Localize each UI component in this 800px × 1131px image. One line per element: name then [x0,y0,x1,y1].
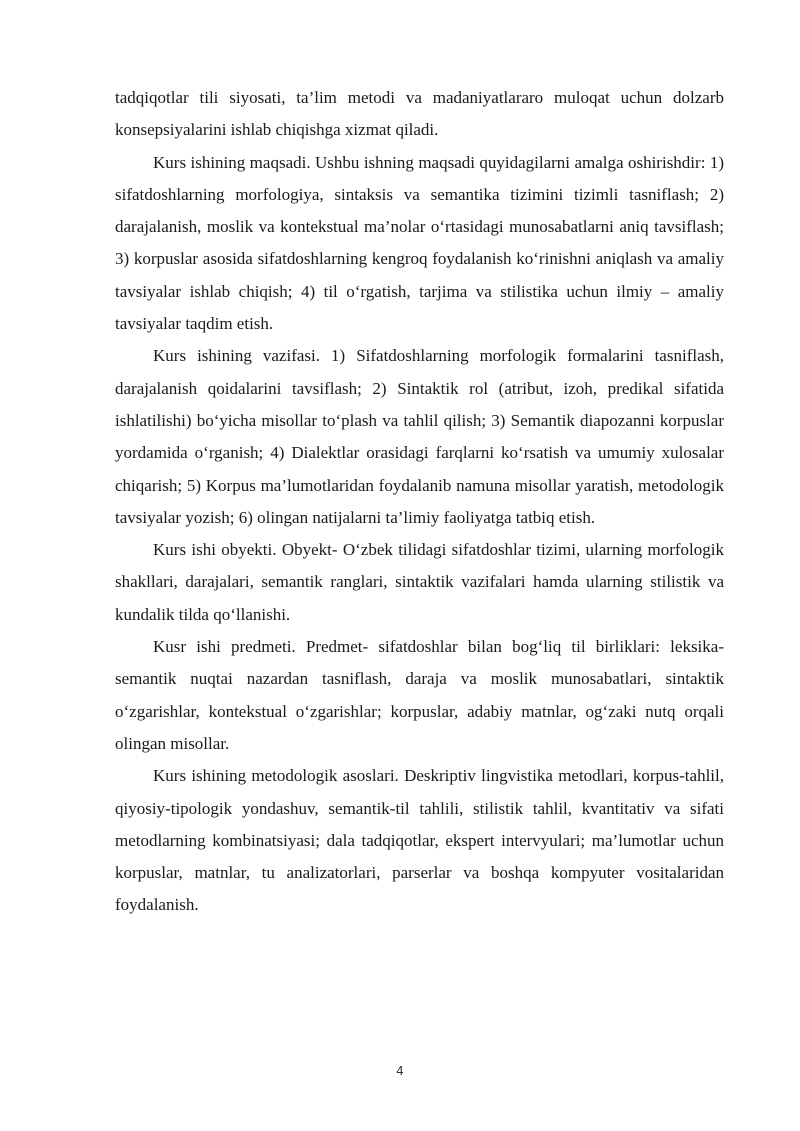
paragraph-course-subject: Kusr ishi predmeti. Predmet- sifatdoshlar bilan bog‘liq til birliklari: leksika-semantik nuqtai nazardan tasniflash, daraja va moslik munosabatlari, sintaktik o‘zgarishlar, kontekstual o‘zgarishlar; korpuslar, adabiy matnlar, og‘zaki nutq orqali olingan misollar. [115,637,724,753]
paragraph-course-goal: Kurs ishining maqsadi. Ushbu ishning maqsadi quyidagilarni amalga oshirishdir: 1) sifatdoshlarning morfologiya, sintaksis va semantika tizimini tizimli tasniflash; 2) darajalanish, moslik va kontekstual ma’nolar o‘rtasidagi munosabatlarni aniq tavsiflash; 3) korpuslar asosida sifatdoshlarning kengroq foydalanish ko‘rinishni aniqlash va amaliy tavsiyalar ishlab chiqish; 4) til o‘rgatish, tarjima va stilistika uchun ilmiy – amaliy tavsiyalar taqdim etish. [115,152,724,334]
paragraph-course-object: Kurs ishi obyekti. Obyekt- O‘zbek tilidagi sifatdoshlar tizimi, ularning morfologik shakllari, darajalari, semantik ranglari, sintaktik vazifalari hamda ularning stilistik va kundalik tilda qo‘llanishi. [115,540,724,624]
paragraph-continuation: tadqiqotlar tili siyosati, ta’lim metodi va madaniyatlararo muloqat uchun dolzarb konsepsiyalarini ishlab chiqishga xizmat qiladi. [115,88,724,140]
page-number: 4 [396,1064,404,1078]
body-text [115,82,724,922]
paragraph-course-tasks: Kurs ishining vazifasi. 1) Sifatdoshlarning morfologik formalarini tasniflash, darajalanish qoidalarini tavsiflash; 2) Sintaktik rol (atribut, izoh, predikal sifatida ishlatilishi) bo‘yicha misollar to‘plash va tahlil qilish; 3) Semantik diapozanni korpuslar yordamida o‘rganish; 4) Dialektlar orasidagi farqlarni ko‘rsatish va umumiy xulosalar chiqarish; 5) Korpus ma’lumotlaridan foydalanib namuna misollar yaratish, metodologik tavsiyalar yozish; 6) olingan natijalarni ta’limiy faoliyatga tatbiq etish. [115,346,724,527]
paragraph-methodology: Kurs ishining metodologik asoslari. Deskriptiv lingvistika metodlari, korpus-tahlil, qiyosiy-tipologik yondashuv, semantik-til tahlili, stilistik tahlil, kvantitativ va sifati metodlarning kombinatsiyasi; dala tadqiqotlar, ekspert intervyulari; ma’lumotlar uchun korpuslar, matnlar, tu analizatorlari, parserlar va boshqa kompyuter vositalaridan foydalanish. [115,766,724,915]
